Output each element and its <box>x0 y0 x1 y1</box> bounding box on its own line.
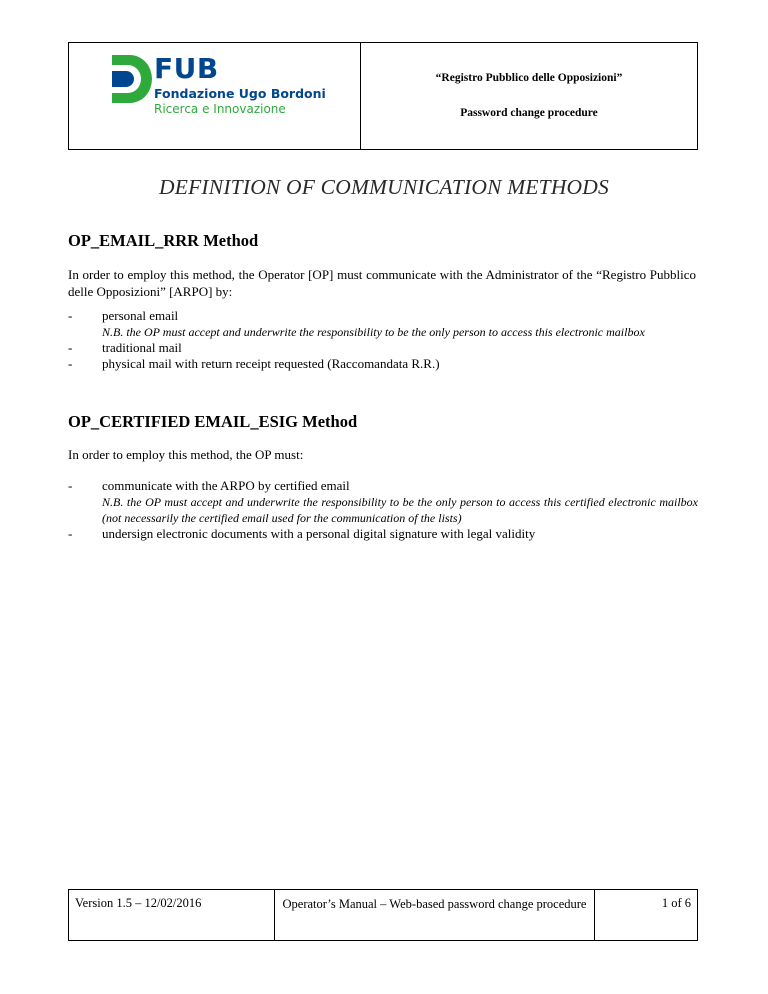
list-item-text: traditional mail <box>102 340 182 355</box>
page-title: DEFINITION OF COMMUNICATION METHODS <box>159 175 609 199</box>
list-item-note: N.B. the OP must accept and underwrite the responsibility to be the only person to access this certified electronic mailbox (not necessarily the certified email used for the communication of the lists) <box>102 495 698 525</box>
list-item-note: N.B. the OP must accept and underwrite the responsibility to be the only person to access this electronic mailbox <box>102 325 645 339</box>
list-item-text: communicate with the ARPO by certified email <box>102 478 350 493</box>
list-item <box>68 340 698 356</box>
page-header <box>68 42 698 150</box>
list-item <box>68 478 698 526</box>
logo-cell <box>69 43 361 149</box>
footer-page-number: 1 of 6 <box>661 896 691 910</box>
list-item <box>68 308 698 340</box>
page-footer <box>68 889 698 941</box>
logo-tagline: Ricerca e Innovazione <box>154 102 286 116</box>
list-item <box>68 526 698 542</box>
list-item <box>68 356 698 372</box>
section-intro-certified-email-esig: In order to employ this method, the OP must: <box>68 447 304 462</box>
section-heading-email-rrr: OP_EMAIL_RRR Method <box>68 231 259 250</box>
logo-name: Fondazione Ugo Bordoni <box>154 86 326 101</box>
section-intro-email-rrr: In order to employ this method, the Operator [OP] must communicate with the Administrator of the “Registro Pubblico delle Opposizioni” [ARPO] by: <box>68 267 696 299</box>
section-heading-certified-email-esig: OP_CERTIFIED EMAIL_ESIG Method <box>68 412 358 431</box>
method-list-certified-email-esig <box>68 478 698 542</box>
bullet-dash: - <box>68 356 73 371</box>
bullet-dash: - <box>68 526 73 541</box>
list-item-text: undersign electronic documents with a personal digital signature with legal validity <box>102 526 536 541</box>
list-item-text: physical mail with return receipt requested (Raccomandata R.R.) <box>102 356 440 371</box>
bullet-dash: - <box>68 340 73 355</box>
bullet-dash: - <box>68 478 73 493</box>
method-list-email-rrr <box>68 308 698 372</box>
bullet-dash: - <box>68 308 73 323</box>
header-registry-name: “Registro Pubblico delle Opposizioni” <box>435 71 623 84</box>
footer-manual-title: Operator’s Manual – Web-based password change procedure <box>275 890 595 940</box>
footer-version: Version 1.5 – 12/02/2016 <box>69 890 275 940</box>
header-title-cell <box>361 43 697 149</box>
logo-acronym: FUB <box>154 52 219 85</box>
fub-logo-icon <box>112 55 152 109</box>
list-item-text: personal email <box>102 308 179 323</box>
header-procedure-name: Password change procedure <box>460 107 598 119</box>
